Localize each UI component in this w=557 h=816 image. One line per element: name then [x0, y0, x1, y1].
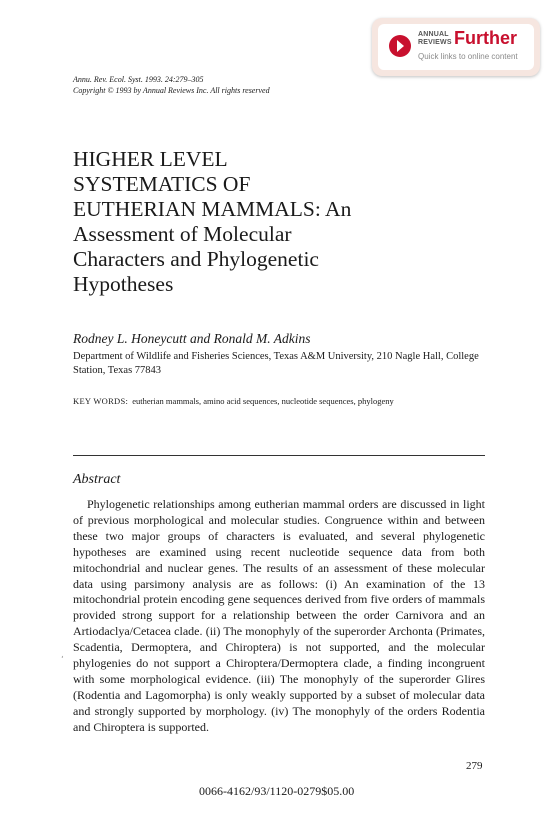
further-badge[interactable]	[372, 18, 540, 76]
reviews-label: REVIEWS	[418, 39, 452, 46]
abstract-text: Phylogenetic relationships among eutherian mammal orders are discussed in light of previous morphological and molecular studies. Congruence within and between these two major groups of characters is evaluated, and several phylogenetic hypotheses are examined using recent nucleotide sequence data from both mitochondrial and nuclear genes. The results of an assessment of these molecular data using parsimony analysis are as follows: (i) An examination of the 13 mitochondrial protein encoding gene sequences derived from five orders of mammals provided strong support for a relationship between the order Carnivora and an Artiodaclya/Cetacea clade. (ii) The monophyly of the superorder Archonta (Primates, Scadentia, Dermoptera, and Chiroptera) is not supported, and the molecular phylogenies do not support a Chiroptera/Dermoptera clade, a finding incongruent with some morphological evidence. (iii) The monophyly of the superorder Glires (Rodentia and Lagomorpha) is only weakly supported by a subset of molecular data and strongly supported by morphology. (iv) The monophyly of the orders Rodentia and Chiroptera is supported.	[73, 497, 485, 734]
keywords-label: KEY WORDS:	[73, 396, 129, 406]
annual-reviews-label	[418, 31, 452, 47]
further-label: Further	[454, 28, 517, 48]
keywords-list: eutherian mammals, amino acid sequences, nucleotide sequences, phylogeny	[132, 396, 394, 406]
abstract-heading: Abstract	[73, 472, 121, 487]
author-affiliation: Department of Wildlife and Fisheries Sciences, Texas A&M University, 210 Nagle Hall, College Station, Texas 77843	[73, 351, 479, 376]
annual-label: ANNUAL	[418, 31, 449, 38]
title-line: Hypotheses	[73, 272, 174, 296]
title-line: EUTHERIAN MAMMALS: An	[73, 197, 352, 221]
journal-copyright: Copyright © 1993 by Annual Reviews Inc. All rights reserved	[73, 86, 270, 95]
title-line: HIGHER LEVEL	[73, 147, 228, 171]
margin-mark: ¸	[61, 649, 64, 658]
article-title	[73, 147, 433, 297]
further-tagline: Quick links to online content	[418, 52, 518, 61]
title-line: Assessment of Molecular	[73, 222, 292, 246]
journal-citation-block	[73, 74, 270, 96]
price-code: 0066-4162/93/1120-0279$05.00	[199, 784, 355, 798]
title-line: SYSTEMATICS OF	[73, 172, 251, 196]
title-line: Characters and Phylogenetic	[73, 247, 319, 271]
keywords	[73, 396, 394, 406]
page-number: 279	[466, 760, 483, 772]
article-authors: Rodney L. Honeycutt and Ronald M. Adkins	[73, 331, 311, 346]
further-logo-icon	[388, 34, 412, 58]
section-divider	[73, 455, 485, 456]
journal-citation: Annu. Rev. Ecol. Syst. 1993. 24:279–305	[73, 75, 204, 84]
further-badge-panel	[378, 24, 534, 70]
